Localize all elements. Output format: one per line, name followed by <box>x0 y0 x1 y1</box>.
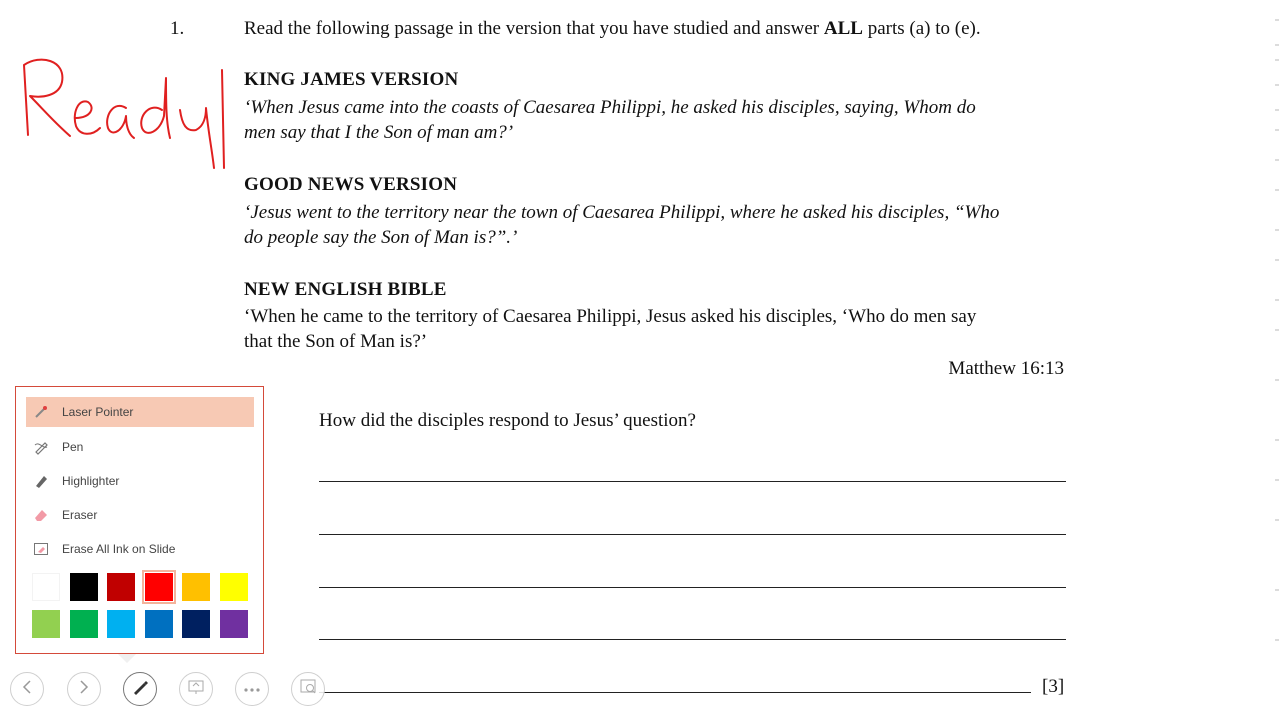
erase-all-icon <box>30 541 52 557</box>
popup-pointer <box>118 654 136 663</box>
color-swatch[interactable] <box>182 573 210 601</box>
menu-item-label: Laser Pointer <box>62 405 134 419</box>
menu-item-erase-all[interactable] <box>26 534 254 564</box>
color-swatch[interactable] <box>145 610 173 638</box>
color-swatch[interactable] <box>182 610 210 638</box>
pen-icon <box>30 439 52 455</box>
color-swatch[interactable] <box>70 573 98 601</box>
previous-slide-button[interactable] <box>10 672 44 706</box>
menu-item-label: Erase All Ink on Slide <box>62 542 176 556</box>
arrow-right-icon <box>78 680 90 698</box>
answer-line <box>319 587 1066 588</box>
version-line: ‘When he came to the territory of Caesarea Philippi, Jesus asked his disciples, ‘Who do men say <box>244 306 977 327</box>
version-heading-gnv: GOOD NEWS VERSION <box>244 174 458 195</box>
color-swatch[interactable] <box>107 610 135 638</box>
more-options-button[interactable] <box>235 672 269 706</box>
scrollbar-strip[interactable] <box>1274 0 1280 720</box>
instruction-bold: ALL <box>823 18 863 39</box>
ink-tools-menu <box>15 386 264 654</box>
version-text-neb <box>244 304 1066 354</box>
pen-icon <box>131 678 149 700</box>
laser-pointer-icon <box>30 404 52 420</box>
color-swatch[interactable] <box>32 573 60 601</box>
marks-label: [3] <box>1042 676 1065 697</box>
color-swatch[interactable] <box>220 573 248 601</box>
highlighter-icon <box>30 473 52 489</box>
version-heading-kjv: KING JAMES VERSION <box>244 69 459 90</box>
version-line: do people say the Son of Man is?”.’ <box>244 227 518 248</box>
color-swatch[interactable] <box>220 610 248 638</box>
color-swatch[interactable] <box>32 610 60 638</box>
menu-item-label: Eraser <box>62 508 98 522</box>
pen-tools-button[interactable] <box>123 672 157 706</box>
version-line: men say that I the Son of man am?’ <box>244 122 514 143</box>
color-swatch[interactable] <box>145 573 173 601</box>
version-text-kjv <box>244 95 1066 145</box>
slides-grid-icon <box>187 678 205 700</box>
version-text-gnv <box>244 200 1066 250</box>
menu-item-laser-pointer[interactable] <box>26 397 254 427</box>
color-swatch[interactable] <box>107 573 135 601</box>
instruction-text: Read the following passage in the version that you have studied and answer <box>244 18 824 39</box>
answer-line <box>319 639 1066 640</box>
question-number: 1. <box>170 18 185 39</box>
menu-item-label: Highlighter <box>62 474 120 488</box>
zoom-icon <box>299 678 317 700</box>
sub-question: How did the disciples respond to Jesus’ question? <box>319 410 696 431</box>
arrow-left-icon <box>21 680 33 698</box>
zoom-slide-button[interactable] <box>291 672 325 706</box>
menu-item-pen[interactable] <box>26 432 254 462</box>
bible-reference: Matthew 16:13 <box>948 358 1064 379</box>
version-line: ‘Jesus went to the territory near the town of Caesarea Philippi, where he asked his disciples, “Who <box>244 202 1000 223</box>
answer-line <box>319 534 1066 535</box>
version-heading-neb: NEW ENGLISH BIBLE <box>244 279 447 300</box>
menu-item-eraser[interactable] <box>26 500 254 530</box>
ellipsis-icon <box>243 681 261 697</box>
see-all-slides-button[interactable] <box>179 672 213 706</box>
color-swatch[interactable] <box>70 610 98 638</box>
instruction-text-end: parts (a) to (e). <box>862 18 981 39</box>
ink-annotation-ready <box>10 50 240 175</box>
answer-line <box>319 481 1066 482</box>
answer-line <box>319 692 1031 693</box>
presenter-toolbar <box>0 672 340 712</box>
menu-item-label: Pen <box>62 440 84 454</box>
question-instruction <box>244 18 981 40</box>
eraser-icon <box>30 507 52 523</box>
menu-item-highlighter[interactable] <box>26 466 254 496</box>
next-slide-button[interactable] <box>67 672 101 706</box>
version-line: that the Son of Man is?’ <box>244 331 428 352</box>
version-line: ‘When Jesus came into the coasts of Caesarea Philippi, he asked his disciples, saying, Whom do <box>244 97 976 118</box>
